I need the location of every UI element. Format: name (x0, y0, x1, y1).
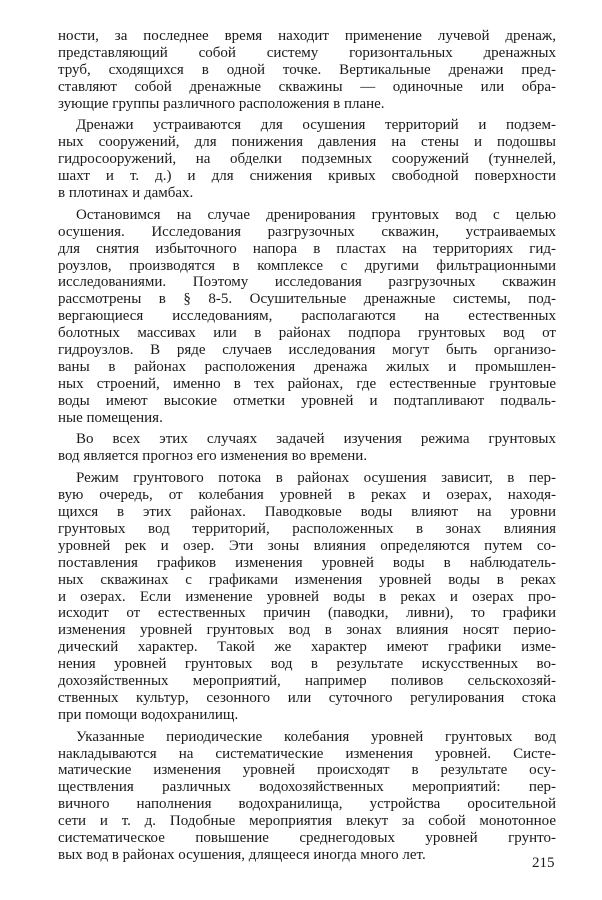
text-line: Остановимся на случае дренирования грунтовых вод с целью (76, 206, 556, 223)
text-line: изменения уровней грунтовых вод в зонах влияния носят перио- (58, 622, 556, 639)
text-line: ставляют собой дренажные скважины — одиночные или обра- (58, 78, 556, 95)
text-line: Режим грунтового потока в районах осушения зависит, в пер- (76, 470, 556, 487)
text-line: дохозяйственных мероприятий, например поливов сельскохозяй- (58, 672, 556, 689)
text-line: грунтовых вод территорий, расположенных в зонах влияния (58, 520, 556, 537)
text-line: осушения. Исследования разгрузочных скважин, устраиваемых (58, 223, 556, 240)
text-line: воды имеют высокие отметки уровней и подтапливают подваль- (58, 392, 556, 409)
text-line: нения уровней грунтовых вод в результате искусственных во- (58, 656, 556, 673)
text-line: матические изменения уровней происходят в результате осу- (58, 762, 556, 779)
text-line: Во всех этих случаях задачей изучения режима грунтовых (76, 431, 556, 448)
text-line: исходит от естественных причин (паводки, ливни), то графики (58, 605, 556, 622)
paragraph (58, 470, 556, 723)
text-line: вых вод в районах осушения, длящееся иногда много лет. (58, 846, 426, 863)
text-line: рассмотрены в § 8-5. Осушительные дренажные системы, под- (58, 291, 556, 308)
text-line: представляющий собой систему горизонтальных дренажных (58, 44, 556, 61)
text-line: шахт и т. д.) и для снижения кривых свободной поверхности (58, 168, 556, 185)
text-line: и озерах. Если изменение уровней воды в реках и озерах про- (58, 588, 556, 605)
text-line: поставления графиков изменения уровней воды в наблюдатель- (58, 554, 556, 571)
text-line: Дренажи устраиваются для осушения территорий и подзем- (76, 117, 556, 134)
text-line: в плотинах и дамбах. (58, 185, 194, 202)
text-line: гидроузлов. В ряде случаев исследования могут быть организо- (58, 342, 556, 359)
text-line: систематическое повышение среднегодовых уровней грунто- (58, 829, 556, 846)
text-line: вергающиеся исследованиям, располагаются на естественных (58, 308, 556, 325)
text-line: ные помещения. (58, 409, 163, 426)
text-line: ных скважинах с графиками изменения уровней воды в реках (58, 571, 556, 588)
text-line: ных строений, именно в тех районах, где естественные грунтовые (58, 375, 556, 392)
text-line: ственных культур, сезонного или суточного регулирования стока (58, 689, 556, 706)
text-line: накладываются на систематические изменения уровней. Систе- (58, 745, 556, 762)
text-line: щихся в этих районах. Паводковые воды влияют на уровни (58, 504, 556, 521)
text-line: болотных массивах или в районах подпора грунтовых вод от (58, 325, 556, 342)
text-line: уровней рек и озер. Эти зоны влияния определяются путем со- (58, 537, 556, 554)
text-line: вод является прогноз его изменения во времени. (58, 448, 368, 465)
page-number: 215 (532, 855, 555, 871)
text-line: вую очередь, от колебания уровней в реках и озерах, находя- (58, 487, 556, 504)
paragraph (58, 117, 556, 201)
text-line: роузлов, производятся в комплексе с другими фильтрационными (58, 257, 556, 274)
text-line: гидросооружений, на обделки подземных сооружений (туннелей, (58, 151, 556, 168)
body-text (58, 28, 556, 864)
paragraph (58, 28, 556, 112)
text-line: зующие группы различного расположения в плане. (58, 95, 385, 112)
text-line: ных сооружений, для понижения давления на стены и подошвы (58, 134, 556, 151)
text-line: исследованиями. Поэтому исследования разгрузочных скважин (58, 274, 556, 291)
text-line: Указанные периодические колебания уровней грунтовых вод (76, 728, 556, 745)
text-line: для снятия избыточного напора в пластах на территориях гид- (58, 240, 556, 257)
text-line: ществления различных водохозяйственных мероприятий: пер- (58, 779, 556, 796)
paragraph (58, 431, 556, 465)
paragraph (58, 729, 556, 864)
text-line: вичного наполнения водохранилища, устройства оросительной (58, 796, 556, 813)
text-line: труб, сходящихся в одной точке. Вертикальные дренажи пред- (58, 61, 556, 78)
text-line: ности, за последнее время находит применение лучевой дренаж, (58, 28, 556, 44)
text-line: при помощи водохранилищ. (58, 706, 239, 723)
paragraph (58, 207, 556, 427)
text-line: сети и т. д. Подобные мероприятия влекут за собой монотонное (58, 813, 556, 830)
text-line: дический характер. Такой же характер имеют графики изме- (58, 639, 556, 656)
text-line: ваны в районах расположения дренажа жилых и промышлен- (58, 358, 556, 375)
